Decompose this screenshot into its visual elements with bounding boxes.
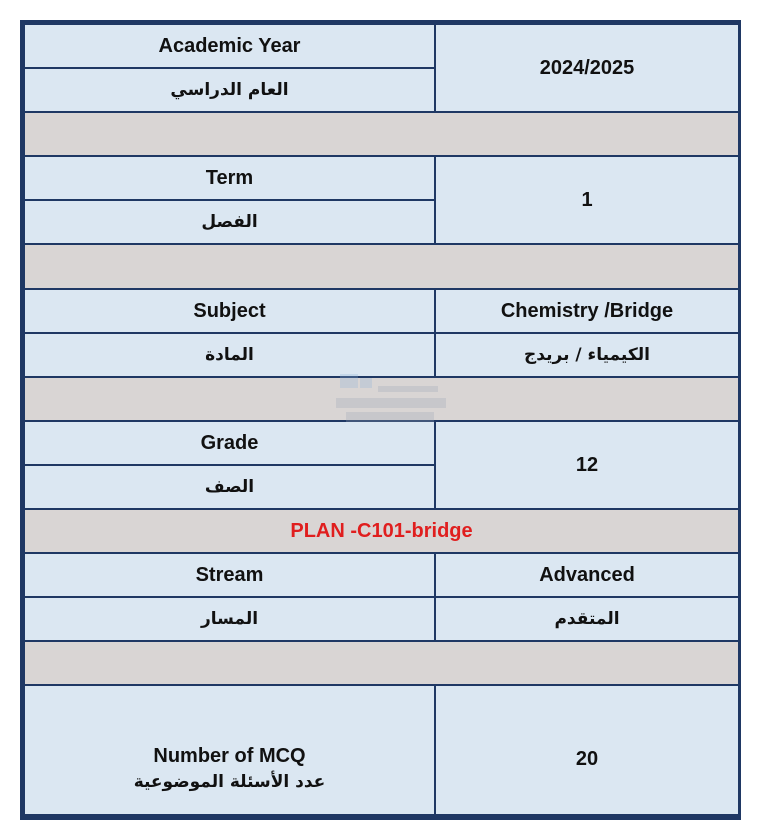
subject-ar-row [24,333,739,377]
academic-year-label-ar: العام الدراسي [24,68,435,112]
subject-row [24,289,739,333]
separator [24,112,739,156]
separator-row [24,112,739,156]
exam-info-table [23,23,740,816]
plan-row [24,509,739,553]
mcq-label-en: Number of MCQ [153,744,306,767]
mcq-label-cell [24,685,435,815]
mcq-row [24,685,739,815]
stream-ar-row [24,597,739,641]
grade-label-ar: الصف [24,465,435,509]
subject-label-en: Subject [24,289,435,333]
term-label-ar: الفصل [24,200,435,244]
subject-value-ar: الكيمياء / بريدج [435,333,739,377]
exam-info-sheet [20,20,741,820]
term-row [24,156,739,200]
separator [24,641,739,685]
grade-label-en: Grade [24,421,435,465]
academic-year-row [24,24,739,68]
subject-label-ar: المادة [24,333,435,377]
mcq-value: 20 [435,685,739,815]
academic-year-value: 2024/2025 [435,24,739,112]
subject-value-en: Chemistry /Bridge [435,289,739,333]
separator-row [24,377,739,421]
separator-row [24,641,739,685]
separator-row [24,244,739,289]
mcq-label-ar: عدد الأسئلة الموضوعية [133,771,326,792]
stream-label-ar: المسار [24,597,435,641]
term-label-en: Term [24,156,435,200]
grade-row [24,421,739,465]
stream-value-en: Advanced [435,553,739,597]
grade-value: 12 [435,421,739,509]
stream-value-ar: المتقدم [435,597,739,641]
separator [24,377,739,421]
term-value: 1 [435,156,739,244]
stream-label-en: Stream [24,553,435,597]
academic-year-label-en: Academic Year [24,24,435,68]
separator [24,244,739,289]
plan-code: PLAN -C101-bridge [24,509,739,553]
stream-row [24,553,739,597]
